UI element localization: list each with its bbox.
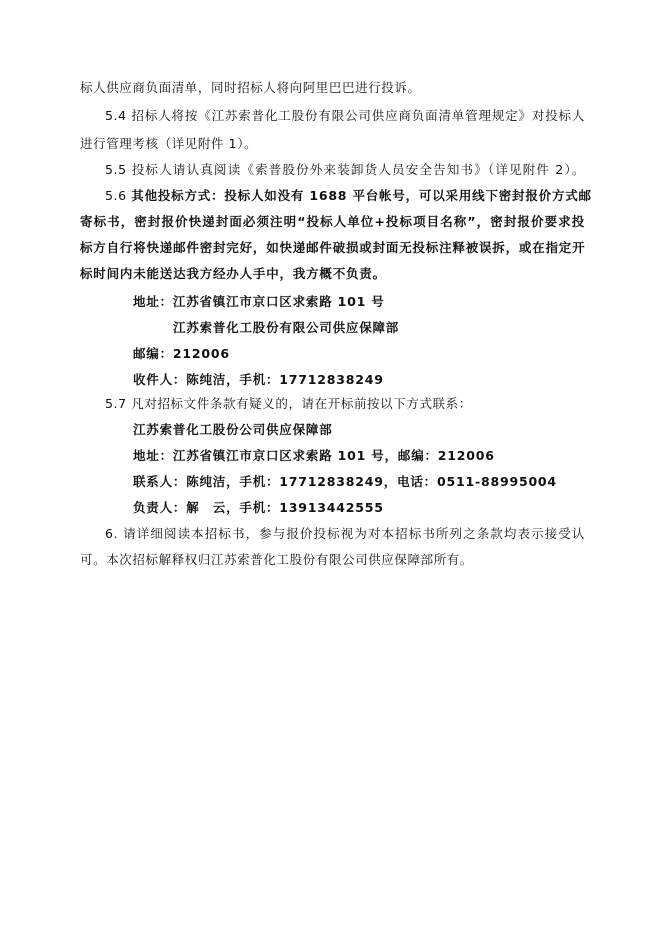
person-in-charge: 负责人：解 云，手机：13913442555: [133, 500, 384, 515]
clause-5-6: [105, 188, 592, 204]
clause-5-6-cont: 标时间内未能送达我方经办人手中，我方概不负责。: [80, 266, 386, 281]
clause-6: 6. 请详细阅读本招标书，参与报价投标视为对本招标书所列之条款均表示接受认: [105, 526, 585, 541]
contact-person: 联系人：陈纯洁，手机：17712838249，电话：0511-88995004: [133, 474, 557, 489]
mail-department: 江苏索普化工股份有限公司供应保障部: [173, 320, 400, 335]
paragraph-line: 标人供应商负面清单，同时招标人将向阿里巴巴进行投诉。: [80, 80, 421, 95]
clause-5-5: 5.5 投标人请认真阅读《索普股份外来装卸货人员安全告知书》（详见附件 2）。: [105, 162, 585, 177]
clause-number: 5.6: [105, 188, 132, 203]
clause-5-6-cont: 标方自行将快递邮件密封完好，如快递邮件破损或封面无投标注释被误拆，或在指定开: [80, 240, 586, 255]
clause-6-cont: 可。本次招标解释权归江苏索普化工股份有限公司供应保障部所有。: [80, 552, 474, 567]
clause-5-7: 5.7 凡对招标文件条款有疑义的，请在开标前按以下方式联系：: [105, 396, 472, 411]
clause-5-6-cont: 寄标书，密封报价快递封面必须注明“投标人单位+投标项目名称”，密封报价要求投: [80, 214, 585, 229]
mail-address: 地址：江苏省镇江市京口区求索路 101 号: [133, 294, 385, 309]
contact-address: 地址：江苏省镇江市京口区求索路 101 号，邮编：212006: [133, 448, 495, 463]
clause-5-4-cont: 进行管理考核（详见附件 1）。: [80, 136, 258, 151]
clause-5-4: 5.4 招标人将按《江苏索普化工股份有限公司供应商负面清单管理规定》对投标人: [105, 108, 585, 123]
postal-code: 邮编：212006: [133, 346, 230, 361]
recipient: 收件人：陈纯洁，手机：17712838249: [133, 372, 384, 387]
clause-5-6-text: 其他投标方式：投标人如没有 1688 平台帐号，可以采用线下密封报价方式邮: [131, 188, 592, 203]
contact-department: 江苏索普化工股份公司供应保障部: [133, 422, 333, 437]
